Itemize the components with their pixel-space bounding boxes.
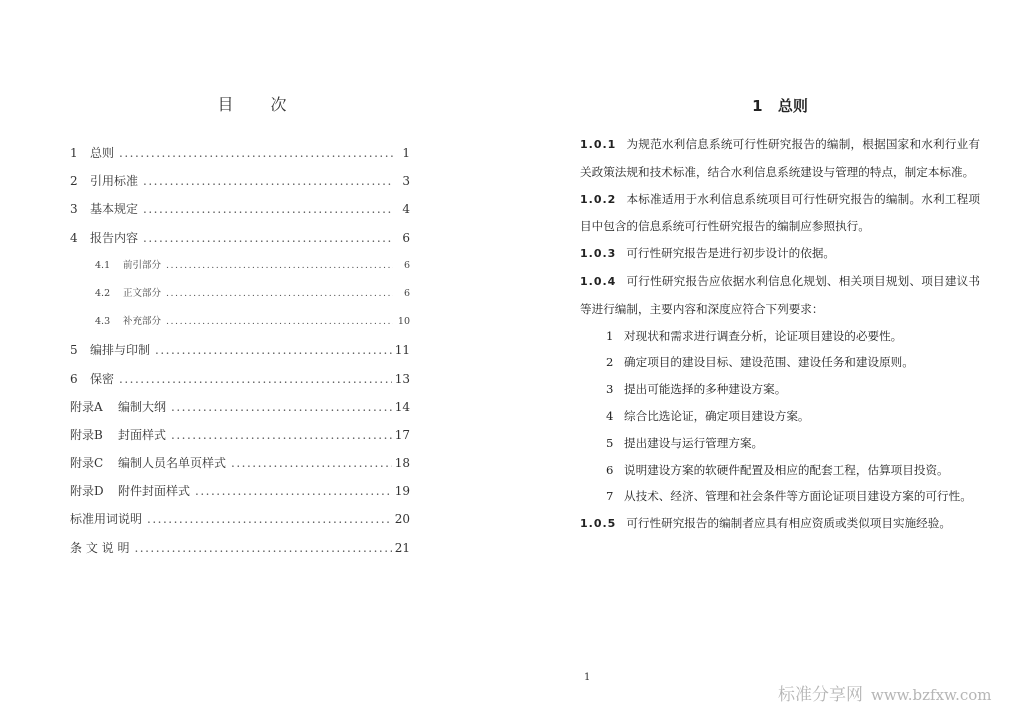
toc-appendix-entry[interactable] (70, 426, 410, 454)
toc-entry-number: 1 (70, 146, 78, 160)
toc-entry-label: 补充部分 (123, 316, 162, 328)
toc-title: 目 次 (217, 95, 303, 114)
list-item (580, 349, 980, 376)
item-number: 7 (606, 489, 614, 504)
chapter-page (512, 0, 1024, 724)
toc-entry-number: 4.3 (95, 316, 111, 328)
toc-entry-label: 标准用词说明 (70, 512, 143, 527)
item-text: 提出建设与运行管理方案。 (624, 435, 764, 450)
toc-entry-page: 19 (394, 484, 410, 499)
list-item (580, 376, 980, 403)
toc-appendix-entry[interactable] (70, 398, 410, 426)
page-number: 1 (584, 672, 591, 683)
clause-text: 为规范水利信息系统可行性研究报告的编制，根据国家和水利行业有关政策法规和技术标准，结合水利信息系统建设与管理的特点，制定本标准。 (580, 137, 980, 179)
toc-entry-page: 6 (403, 287, 410, 299)
item-number: 5 (606, 435, 614, 450)
toc-list (70, 144, 410, 567)
toc-appendix-entry[interactable] (70, 454, 410, 482)
toc-entry-number: 附录B (70, 427, 103, 442)
toc-entry-label: 总则 (90, 146, 115, 160)
clause-text: 可行性研究报告的编制者应具有相应资质或类似项目实施经验。 (626, 516, 951, 531)
clause (580, 240, 980, 268)
watermark (778, 680, 992, 705)
toc-entry-label: 引用标准 (90, 174, 139, 189)
toc-entry-number: 附录D (70, 484, 104, 499)
toc-leader-dots (171, 400, 392, 414)
toc-entry-number: 附录A (70, 399, 103, 414)
toc-entry-page: 6 (403, 259, 410, 271)
toc-entry-number: 附录C (70, 456, 104, 471)
clause-text: 可行性研究报告是进行初步设计的依据。 (626, 246, 836, 261)
chapter-body (580, 131, 980, 538)
toc-entry-label: 前引部分 (123, 259, 162, 271)
toc-leader-dots (171, 428, 392, 442)
toc-entry-page: 3 (402, 174, 410, 189)
item-number: 4 (606, 408, 614, 423)
item-text: 从技术、经济、管理和社会条件等方面论证项目建设方案的可行性。 (624, 489, 972, 504)
toc-entry-label: 编排与印制 (90, 343, 151, 358)
toc-entry-page: 13 (394, 371, 410, 386)
item-text: 确定项目的建设目标、建设范围、建设任务和建设原则。 (624, 355, 914, 370)
clause-text: 可行性研究报告应依据水利信息化规划、相关项目规划、项目建议书等进行编制，主要内容和深度应符合下列要求： (580, 273, 980, 316)
clause-number: 1.0.3 (580, 247, 617, 261)
toc-entry-page: 14 (394, 399, 410, 414)
toc-entry[interactable] (70, 172, 410, 200)
toc-entry-number: 4 (70, 230, 78, 245)
toc-entry-label: 编制人员名单页样式 (118, 456, 227, 471)
toc-leader-dots (166, 288, 393, 299)
toc-entry[interactable] (70, 510, 410, 538)
toc-leader-dots (119, 372, 392, 386)
toc-entry[interactable] (70, 370, 410, 398)
toc-entry[interactable] (70, 144, 410, 172)
toc-entry[interactable] (70, 200, 410, 228)
clause-number: 1.0.1 (580, 138, 617, 151)
list-item (580, 483, 980, 510)
toc-entry-number: 4.1 (95, 259, 111, 271)
toc-entry-label: 保密 (90, 371, 115, 386)
toc-entry-page: 17 (394, 427, 410, 442)
toc-entry-number: 4.2 (95, 287, 111, 299)
list-item (580, 323, 980, 350)
toc-entry-page: 21 (394, 540, 410, 555)
toc-leader-dots (143, 202, 393, 216)
toc-leader-dots (119, 146, 393, 160)
toc-entry-page: 1 (402, 146, 410, 160)
toc-subentry[interactable] (70, 285, 410, 313)
toc-entry-page: 20 (394, 512, 410, 527)
toc-entry[interactable] (70, 229, 410, 257)
watermark-text: 标准分享网 (778, 685, 863, 705)
chapter-title: 1 总则 (752, 97, 808, 115)
toc-entry-label: 报告内容 (90, 230, 139, 245)
clause (580, 131, 980, 186)
toc-entry-number: 6 (70, 371, 78, 386)
list-item (580, 430, 980, 457)
toc-entry-number: 5 (70, 343, 78, 358)
toc-leader-dots (166, 316, 393, 327)
toc-subentry[interactable] (70, 257, 410, 285)
item-text: 综合比选论证，确定项目建设方案。 (624, 408, 810, 423)
toc-leader-dots (143, 231, 393, 245)
item-number: 2 (606, 355, 614, 370)
item-number: 1 (606, 328, 614, 343)
toc-entry[interactable] (70, 341, 410, 369)
toc-entry-label: 基本规定 (90, 202, 139, 217)
list-item (580, 457, 980, 484)
toc-leader-dots (195, 484, 392, 498)
clause-text: 本标准适用于水利信息系统项目可行性研究报告的编制。水利工程项目中包含的信息系统可行性研究报告的编制应参照执行。 (580, 191, 980, 234)
toc-entry-page: 11 (394, 343, 410, 358)
list-item (580, 403, 980, 430)
toc-leader-dots (147, 512, 392, 526)
clause (580, 268, 980, 323)
toc-entry-number: 2 (70, 174, 78, 189)
toc-entry[interactable] (70, 539, 410, 567)
toc-entry-label: 附件封面样式 (118, 484, 191, 499)
toc-entry-label: 正文部分 (123, 287, 162, 299)
toc-appendix-entry[interactable] (70, 482, 410, 510)
toc-entry-label: 条 文 说 明 (70, 540, 130, 555)
toc-leader-dots (231, 456, 392, 470)
clause-number: 1.0.5 (580, 517, 617, 531)
item-text: 提出可能选择的多种建设方案。 (624, 382, 787, 397)
clause (580, 186, 980, 241)
toc-leader-dots (166, 260, 393, 271)
toc-entry-page: 4 (402, 202, 410, 217)
toc-leader-dots (143, 174, 393, 188)
item-number: 3 (606, 382, 614, 397)
toc-entry-page: 18 (394, 456, 410, 471)
toc-subentry[interactable] (70, 313, 410, 341)
item-number: 6 (606, 462, 614, 477)
toc-entry-number: 3 (70, 202, 78, 217)
toc-entry-page: 6 (402, 230, 410, 245)
toc-entry-label: 编制大纲 (118, 399, 167, 414)
watermark-url: www.bzfxw.com (871, 686, 992, 704)
toc-leader-dots (155, 343, 392, 357)
toc-leader-dots (134, 541, 391, 555)
item-text: 说明建设方案的软硬件配置及相应的配套工程，估算项目投资。 (624, 462, 949, 477)
clause (580, 510, 980, 538)
clause-number: 1.0.4 (580, 274, 617, 288)
toc-entry-label: 封面样式 (118, 427, 167, 442)
clause-number: 1.0.2 (580, 192, 617, 206)
toc-entry-page: 10 (397, 316, 410, 328)
item-text: 对现状和需求进行调查分析，论证项目建设的必要性。 (624, 328, 903, 343)
